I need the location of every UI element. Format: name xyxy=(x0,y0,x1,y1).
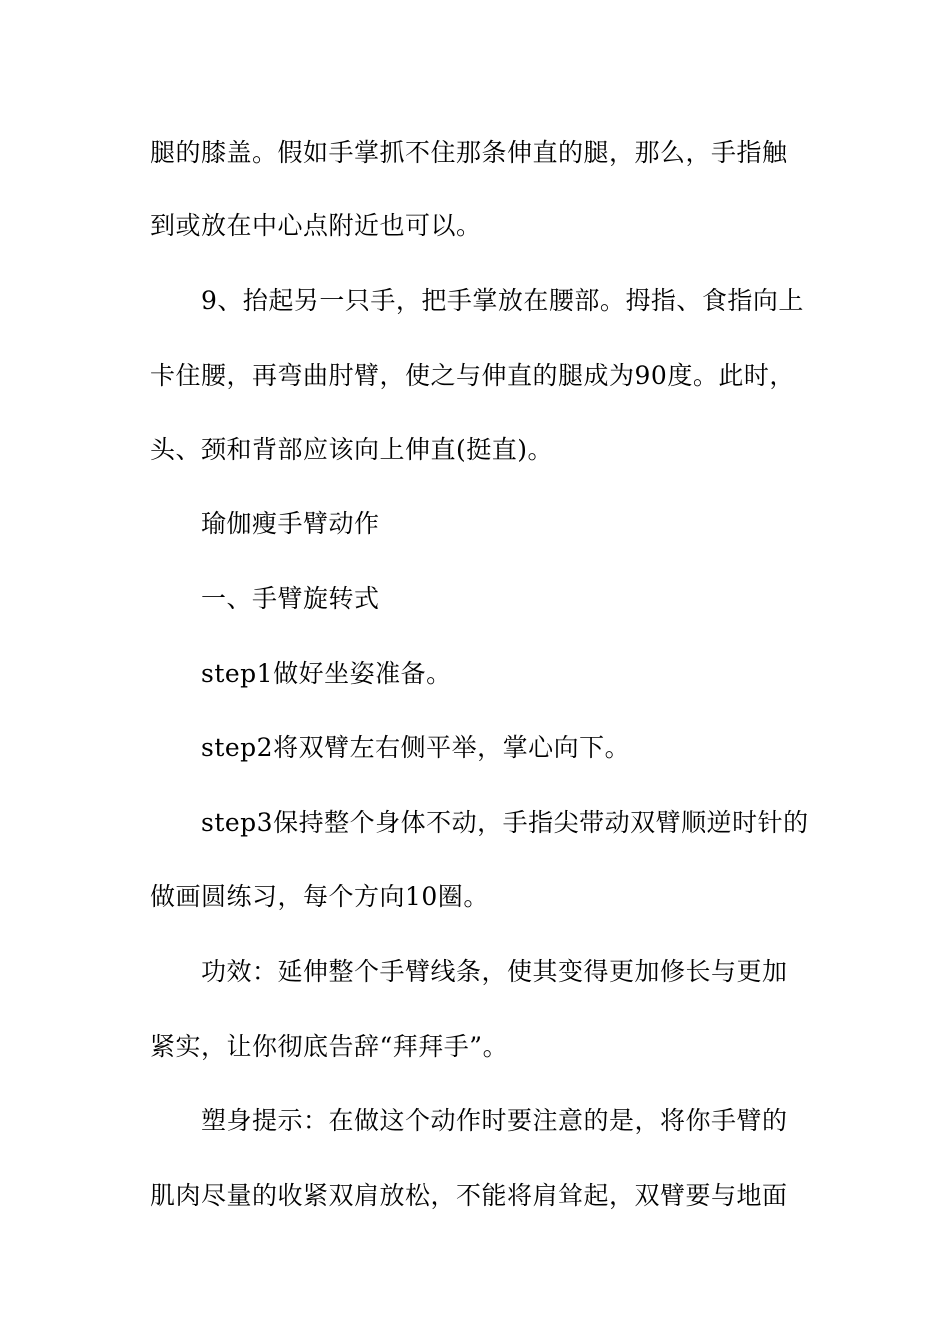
step-2: step2将双臂左右侧平举，掌心向下。 xyxy=(201,733,631,762)
subsection-heading: 一、手臂旋转式 xyxy=(201,584,380,613)
step-3: step3保持整个身体不动，手指尖带动双臂顺逆时针的 xyxy=(201,808,809,837)
section-heading: 瑜伽瘦手臂动作 xyxy=(201,509,380,538)
text-line-2: 到或放在中心点附近也可以。 xyxy=(150,211,482,240)
effect-paragraph: 功效：延伸整个手臂线条，使其变得更加修长与更加 xyxy=(201,957,788,986)
step-3-continued: 做画圆练习，每个方向10圈。 xyxy=(150,882,489,911)
text-line-5: 头、颈和背部应该向上伸直(挺直)。 xyxy=(150,435,554,464)
tip-paragraph: 塑身提示：在做这个动作时要注意的是，将你手臂的 xyxy=(201,1106,788,1135)
tip-paragraph-continued: 肌肉尽量的收紧双肩放松，不能将肩耸起，双臂要与地面 xyxy=(150,1181,788,1210)
text-line-3: 9、抬起另一只手，把手掌放在腰部。拇指、食指向上 xyxy=(201,286,804,315)
effect-paragraph-continued: 紧实，让你彻底告辞“拜拜手”。 xyxy=(150,1032,509,1061)
step-1: step1做好坐姿准备。 xyxy=(201,659,452,688)
text-line-1: 腿的膝盖。假如手掌抓不住那条伸直的腿，那么，手指触 xyxy=(150,138,788,167)
text-line-4: 卡住腰，再弯曲肘臂，使之与伸直的腿成为90度。此时， xyxy=(150,361,795,390)
